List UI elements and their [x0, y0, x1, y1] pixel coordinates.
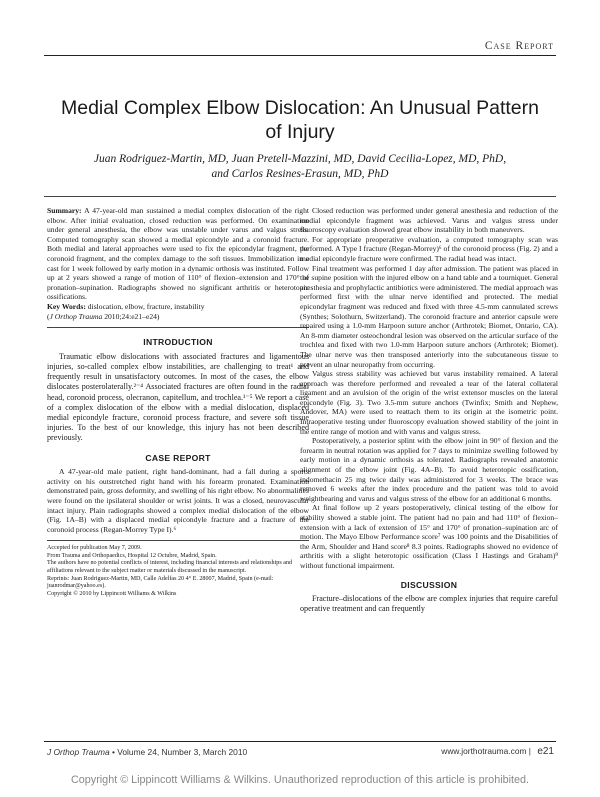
footer-issue: • Volume 24, Number 3, March 2010 [109, 747, 248, 757]
authors-line-1: Juan Rodriguez-Martin, MD, Juan Pretell-Mazzini, MD, David Cecilia-Lopez, MD, PhD, [93, 153, 507, 165]
title-line-2: of Injury [265, 121, 335, 143]
paragraph-ct-scan: For appropriate preoperative evaluation, a computed tomography scan was performed. A Type I fracture (Regan-Morrey)⁶ of the coronoid process (Fig. 2) and a medial epicondyle fracture were confirmed. The radial head was intact. [300, 234, 558, 263]
case-report-text: A 47-year-old male patient, right hand-dominant, had a fall during a sports activity on his outstretched right hand with his forearm pronated. Examination demonstrated pain, gross deformity, and swelling of his right elbow. No abnormalities were found on the ipsilateral shoulder or wrist joints. It was a closed, neurovascular intact injury. Plain radiographs showed a complex medial dislocation of the elbow (Fig. 1A–B) with a displaced medial epicondyle fracture and a fracture of the coronoid process (Regan-Morrey Type I).⁶ [47, 467, 309, 534]
keywords-text: dislocation, elbow, fracture, instability [87, 301, 205, 311]
paragraph-lateral-approach: Valgus stress stability was achieved but varus instability remained. A lateral approach was therefore performed and revealed a tear of the lateral collateral ligament and an avulsion of the origin of the wrist extensor muscles on the lateral epicondyle (Fig. 3). Two 3.5-mm suture anchors (Twinfix; Smith and Nephew, Andover, MA) were used to reattach them to its origin at the isometric point. Intraoperative testing under fluoroscopy evaluation showed stability of the joint in the entire range of motion and with varus and valgus stress. [300, 369, 558, 436]
abstract-rule [47, 327, 309, 328]
copyright-notice: Copyright © Lippincott Williams & Wilkins. Unauthorized reproduction of this article is prohibited. [70, 774, 530, 786]
author-list [40, 152, 560, 182]
page-number: e21 [537, 746, 554, 757]
left-column [47, 206, 309, 598]
footnote-affiliation: From Trauma and Orthopaedics, Hospital 12 Octubre, Madrid, Spain. [47, 552, 217, 559]
abstract [47, 206, 309, 302]
footnotes [47, 540, 309, 598]
citation: (J Orthop Trauma 2010;24:e21–e24) [47, 311, 160, 321]
keywords-label: Key Words: [47, 301, 86, 311]
footnote-reprints: Reprints: Juan Rodriguez-Martin, MD, Calle Adelfas 20 4° E. 28007, Madrid, Spain (e-mail: juanrodmar@yahoo.es). [47, 575, 274, 590]
article-title [40, 96, 560, 144]
paragraph-surgery: Final treatment was performed 1 day after admission. The patient was placed in the supine position with the injured elbow on a hand table and a tourniquet. General anesthesia and prophylactic antibiotics were administered. The medial approach was performed first with the ulnar nerve identified and protected. The medial epicondylar fragment was reduced and fixed with three 4.5-mm cannulated screws (Synthes; Solothurn, Switzerland). The coronoid fracture and anterior capsule were repaired using a 1.0-mm Harpoon suture anchor (Arthrotek; Biomet, Ontario, CA). An 8-mm diameter osteochondral lesion was observed on the articular surface of the trochlea and fixed with two 1.0-mm Harpoon suture anchors (Arthrotek; Biomet). The ulnar nerve was then transposed anteriorly into the subcutaneous tissue to prevent an ulnar neuropathy from occurring. [300, 263, 558, 369]
footer-journal: J Orthop Trauma [47, 747, 110, 757]
case-report-heading: CASE REPORT [145, 452, 211, 463]
discussion-heading: DISCUSSION [400, 579, 458, 590]
citation-journal: J Orthop Trauma [49, 311, 103, 321]
journal-footer [47, 747, 247, 757]
footnote-disclosure: The authors have no potential conflicts of interest, including financial interests and relationships and affiliations relevant to the subject matter or materials discussed in the manuscript. [47, 560, 293, 575]
authors-line-2: and Carlos Resines-Erasun, MD, PhD [211, 168, 389, 180]
paragraph-postoperative: Postoperatively, a posterior splint with the elbow joint in 90° of flexion and the forearm in neutral rotation was applied for 7 days to minimize swelling followed by early motion in a dynamic orthosis as tolerated. Radiographs revealed anatomic alignment of the elbow joint (Fig. 4A–B). To avoid heterotopic ossification, indomethacin 25 mg twice daily was administered for 3 weeks. The brace was removed 6 weeks after the index procedure and the patient was told to avoid weightbearing and varus and valgus stress of the elbow for an additional 6 months. [300, 436, 558, 503]
footnote-copyright: Copyright © 2010 by Lippincott Williams & Wilkins [47, 590, 177, 597]
title-rule [44, 196, 556, 197]
paragraph-follow-up: At final follow up 2 years postoperatively, clinical testing of the elbow for stability showed a stable joint. The patient had no pain and had 110° of flexion–extension with a lack of extension of 15° and 170° of pronation–supination arc of motion. The Mayo Elbow Performance score⁷ was 100 points and the Disabilities of the Arm, Shoulder and Hand score⁸ 8.3 points. Radiographs showed no evidence of arthritis with a slight heterotopic ossification (Class I Hastings and Graham)⁹ without functional impairment. [300, 503, 558, 570]
section-label: Case Report [484, 40, 554, 52]
footer-rule [44, 741, 556, 742]
introduction-heading: INTRODUCTION [143, 337, 213, 348]
header-rule [44, 55, 556, 56]
citation-details: 2010;24:e21–e24) [104, 311, 160, 321]
keywords [47, 302, 309, 312]
right-column [300, 206, 558, 615]
discussion-text: Fracture–dislocations of the elbow are complex injuries that require careful operative treatment and can frequently [300, 594, 558, 614]
introduction-text: Traumatic elbow dislocations with associated fractures and ligamentous injuries, so-called complex elbow instabilities, are challenging to treat¹ and frequently result in unsatisfactory outcomes. In most of the cases, the elbow dislocates posterolaterally.²⁻⁴ Associated fractures are often found in the radial head, coronoid process, olecranon, capitellum, and trochlea.¹⁻⁵ We report a case of a complex dislocation of the elbow with a medial dislocation, displaced medial epicondyle fracture, coronoid process fracture, and severe soft tissue injuries. To the best of our knowledge, this injury has not been described previously. [47, 351, 309, 443]
footnote-accepted: Accepted for publication May 7, 2009. [47, 545, 142, 552]
footer-url[interactable]: www.jorthotrauma.com [441, 746, 527, 756]
page-footer: www.jorthotrauma.com | e21 [441, 746, 554, 757]
paragraph-reduction: Closed reduction was performed under general anesthesia and reduction of the medial epicondyle fragment was achieved. Varus and valgus stress under fluoroscopy evaluation showed great elbow instability in both maneuvers. [300, 206, 558, 235]
title-line-1: Medial Complex Elbow Dislocation: An Unusual Pattern [61, 97, 539, 119]
abstract-label: Summary: [47, 206, 82, 215]
abstract-text: A 47-year-old man sustained a medial complex dislocation of the right elbow. After initial evaluation, closed reduction was performed. On examination under general anesthesia, the elbow was unstable under varus and valgus stress. Computed tomography scan showed a medial epicondyle and a coronoid fracture. Both medial and lateral approaches were used to fix the epicondylar fragment, the coronoid fragment, and the complex damage to the soft tissues. Immobilization in a cast for 1 week followed by early motion in a dynamic orthosis was instituted. Follow up at 2 years showed a range of motion of 110° of flexion–extension and 170° of pronation–supination. Radiographs showed no significant arthritis or heterotopic ossifications. [47, 206, 309, 302]
